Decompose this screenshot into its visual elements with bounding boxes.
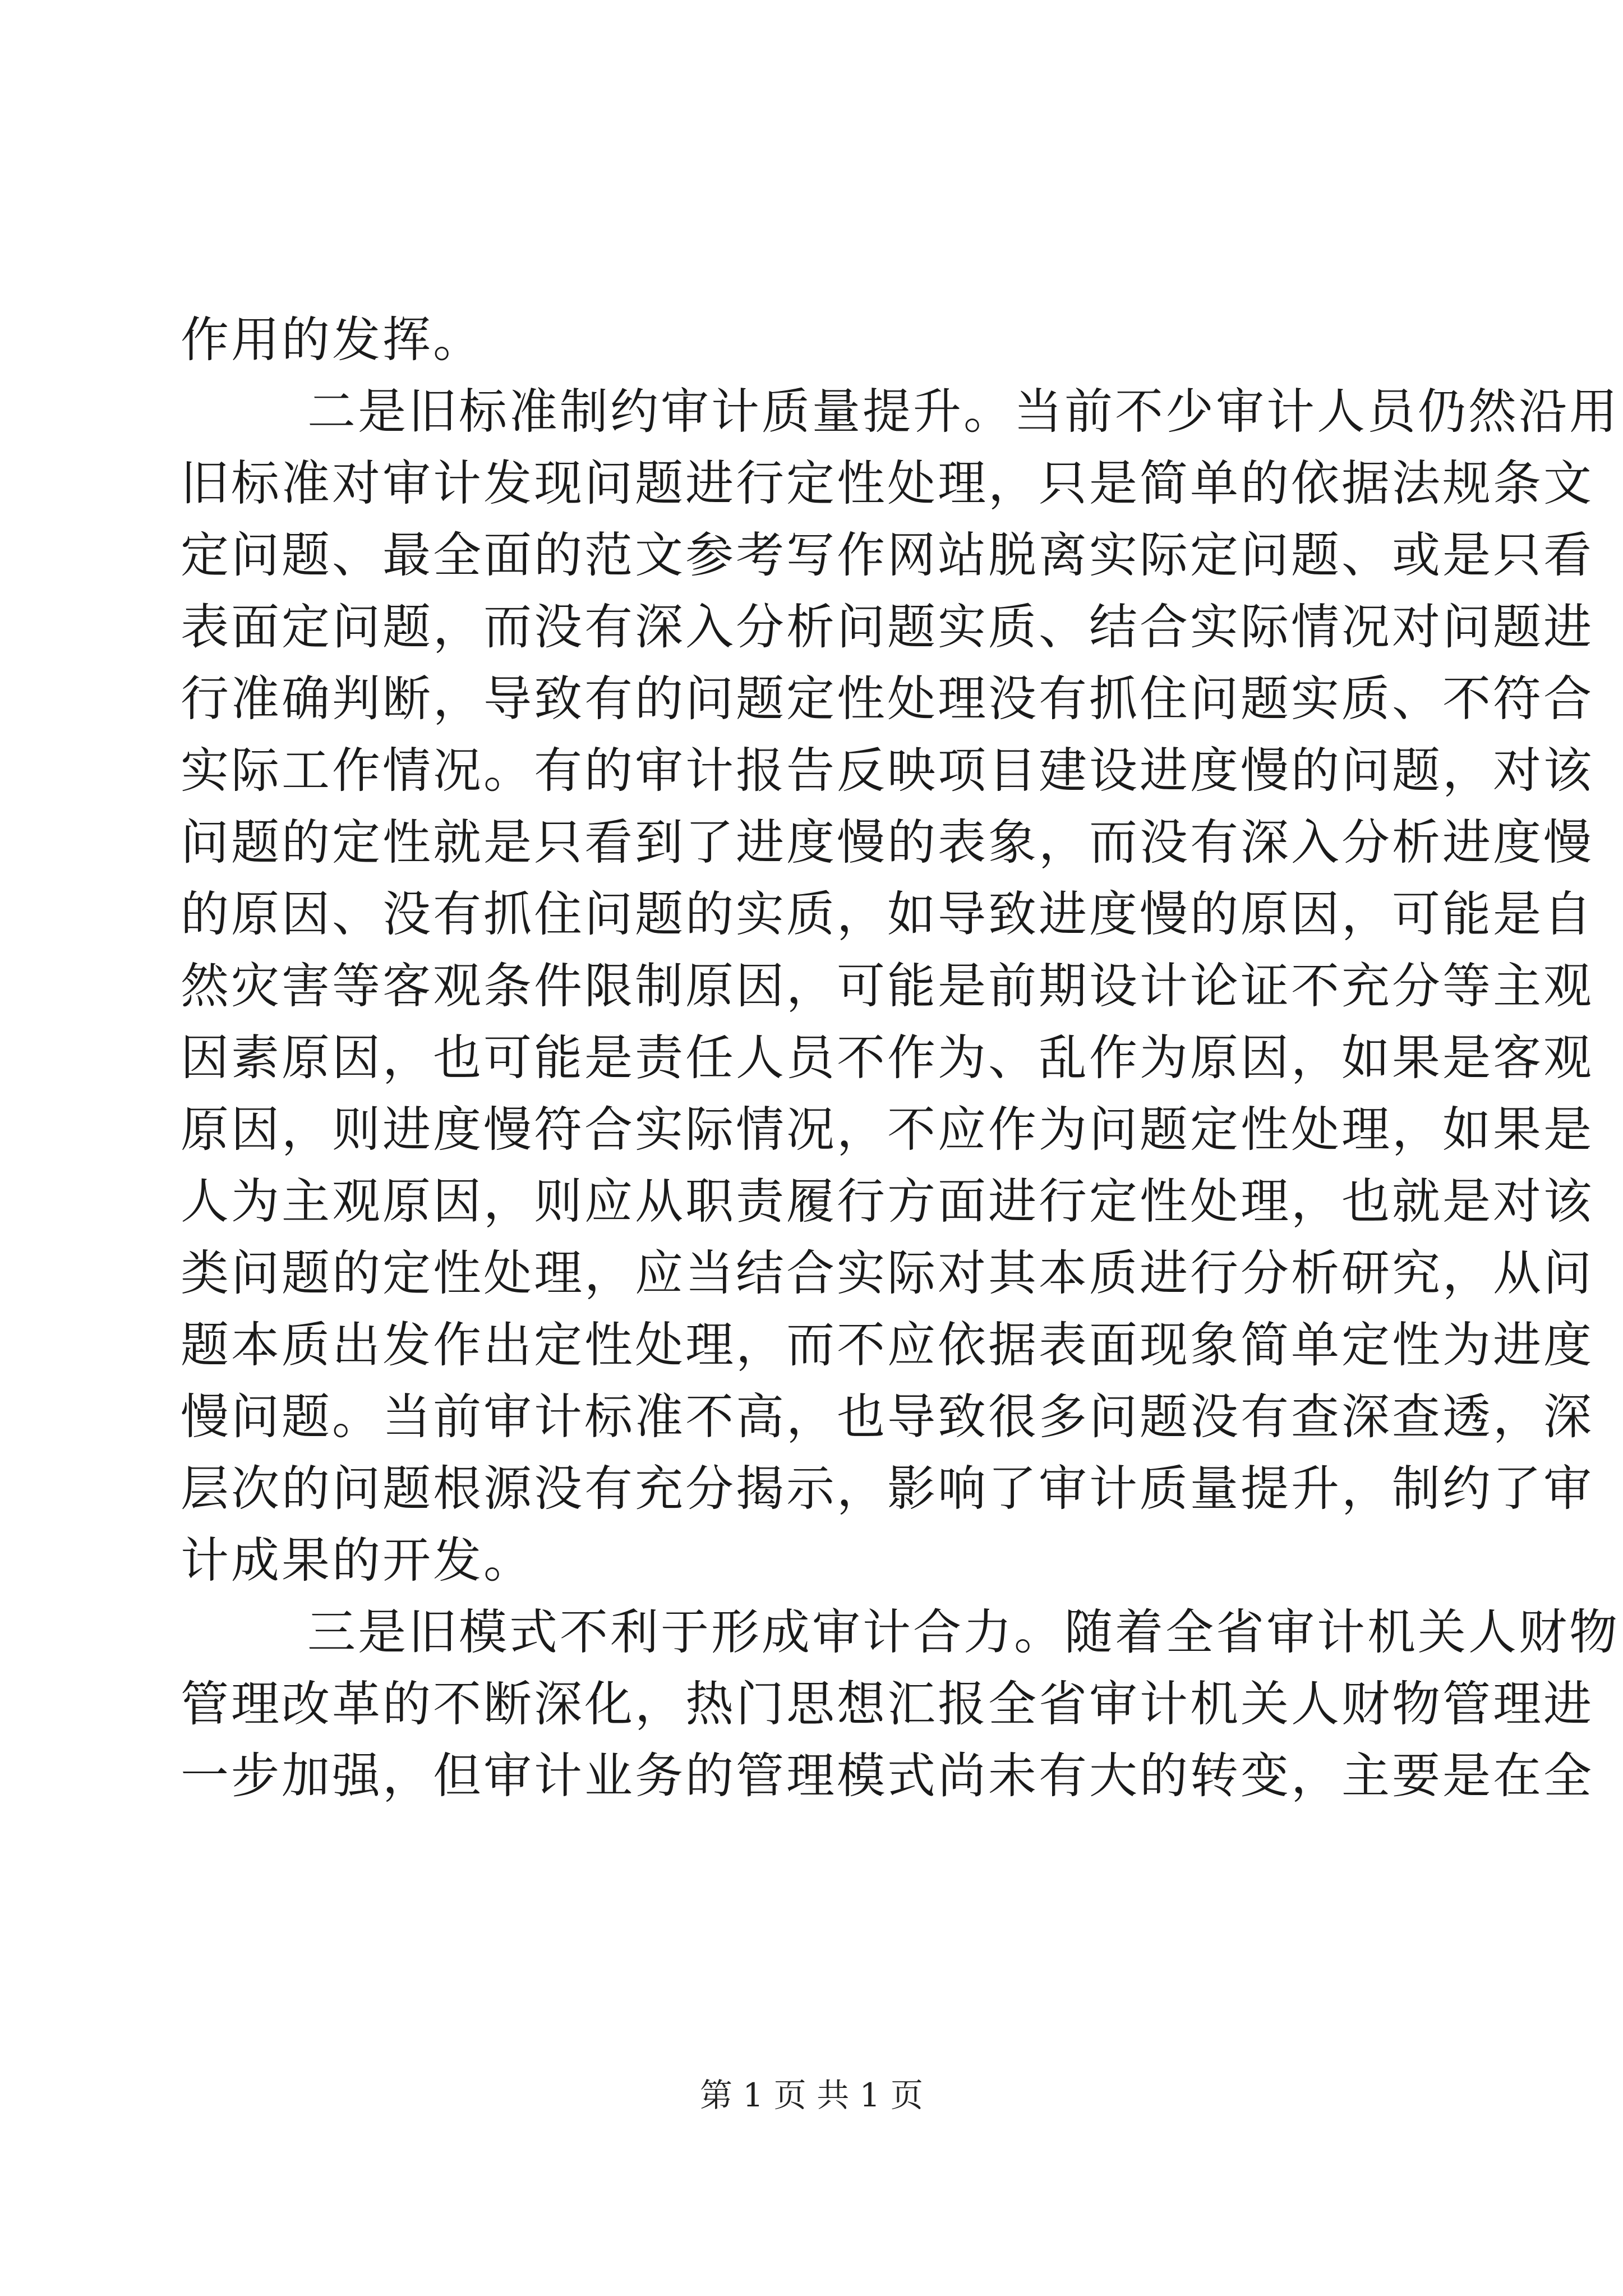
text-line: 旧标准对审计发现问题进行定性处理，只是简单的依据法规条文: [181, 455, 1594, 512]
text-line: 问题的定性就是只看到了进度慢的表象，而没有深入分析进度慢: [181, 815, 1594, 871]
text-line: 表面定问题，而没有深入分析问题实质、结合实际情况对问题进: [181, 599, 1594, 655]
text-line: 层次的问题根源没有充分揭示，影响了审计质量提升，制约了审: [181, 1461, 1594, 1517]
text-line: 因素原因，也可能是责任人员不作为、乱作为原因，如果是客观: [181, 1030, 1594, 1086]
text-line: 计成果的开发。: [181, 1533, 534, 1589]
text-line: 行准确判断，导致有的问题定性处理没有抓住问题实质、不符合: [181, 671, 1594, 727]
text-line: 原因，则进度慢符合实际情况，不应作为问题定性处理，如果是: [181, 1102, 1594, 1158]
page-footer: 第 1 页 共 1 页: [700, 2076, 923, 2114]
text-line: 作用的发挥。: [181, 312, 483, 368]
text-line: 然灾害等客观条件限制原因，可能是前期设计论证不充分等主观: [181, 958, 1594, 1014]
text-line: 慢问题。当前审计标准不高，也导致很多问题没有查深查透，深: [181, 1389, 1594, 1445]
text-line: 管理改革的不断深化，热门思想汇报全省审计机关人财物管理进: [181, 1676, 1594, 1732]
text-line: 一步加强，但审计业务的管理模式尚未有大的转变，主要是在全: [181, 1748, 1594, 1804]
paragraph-first-line: 三是旧模式不利于形成审计合力。随着全省审计机关人财物: [307, 1604, 1620, 1660]
text-line: 类问题的定性处理，应当结合实际对其本质进行分析研究，从问: [181, 1245, 1594, 1301]
text-line: 定问题、最全面的范文参考写作网站脱离实际定问题、或是只看: [181, 527, 1594, 583]
text-line: 实际工作情况。有的审计报告反映项目建设进度慢的问题，对该: [181, 743, 1594, 799]
paragraph-first-line: 二是旧标准制约审计质量提升。当前不少审计人员仍然沿用: [307, 384, 1620, 440]
text-line: 的原因、没有抓住问题的实质，如导致进度慢的原因，可能是自: [181, 886, 1594, 942]
text-line: 题本质出发作出定性处理，而不应依据表面现象简单定性为进度: [181, 1317, 1594, 1373]
text-line: 人为主观原因，则应从职责履行方面进行定性处理，也就是对该: [181, 1174, 1594, 1230]
